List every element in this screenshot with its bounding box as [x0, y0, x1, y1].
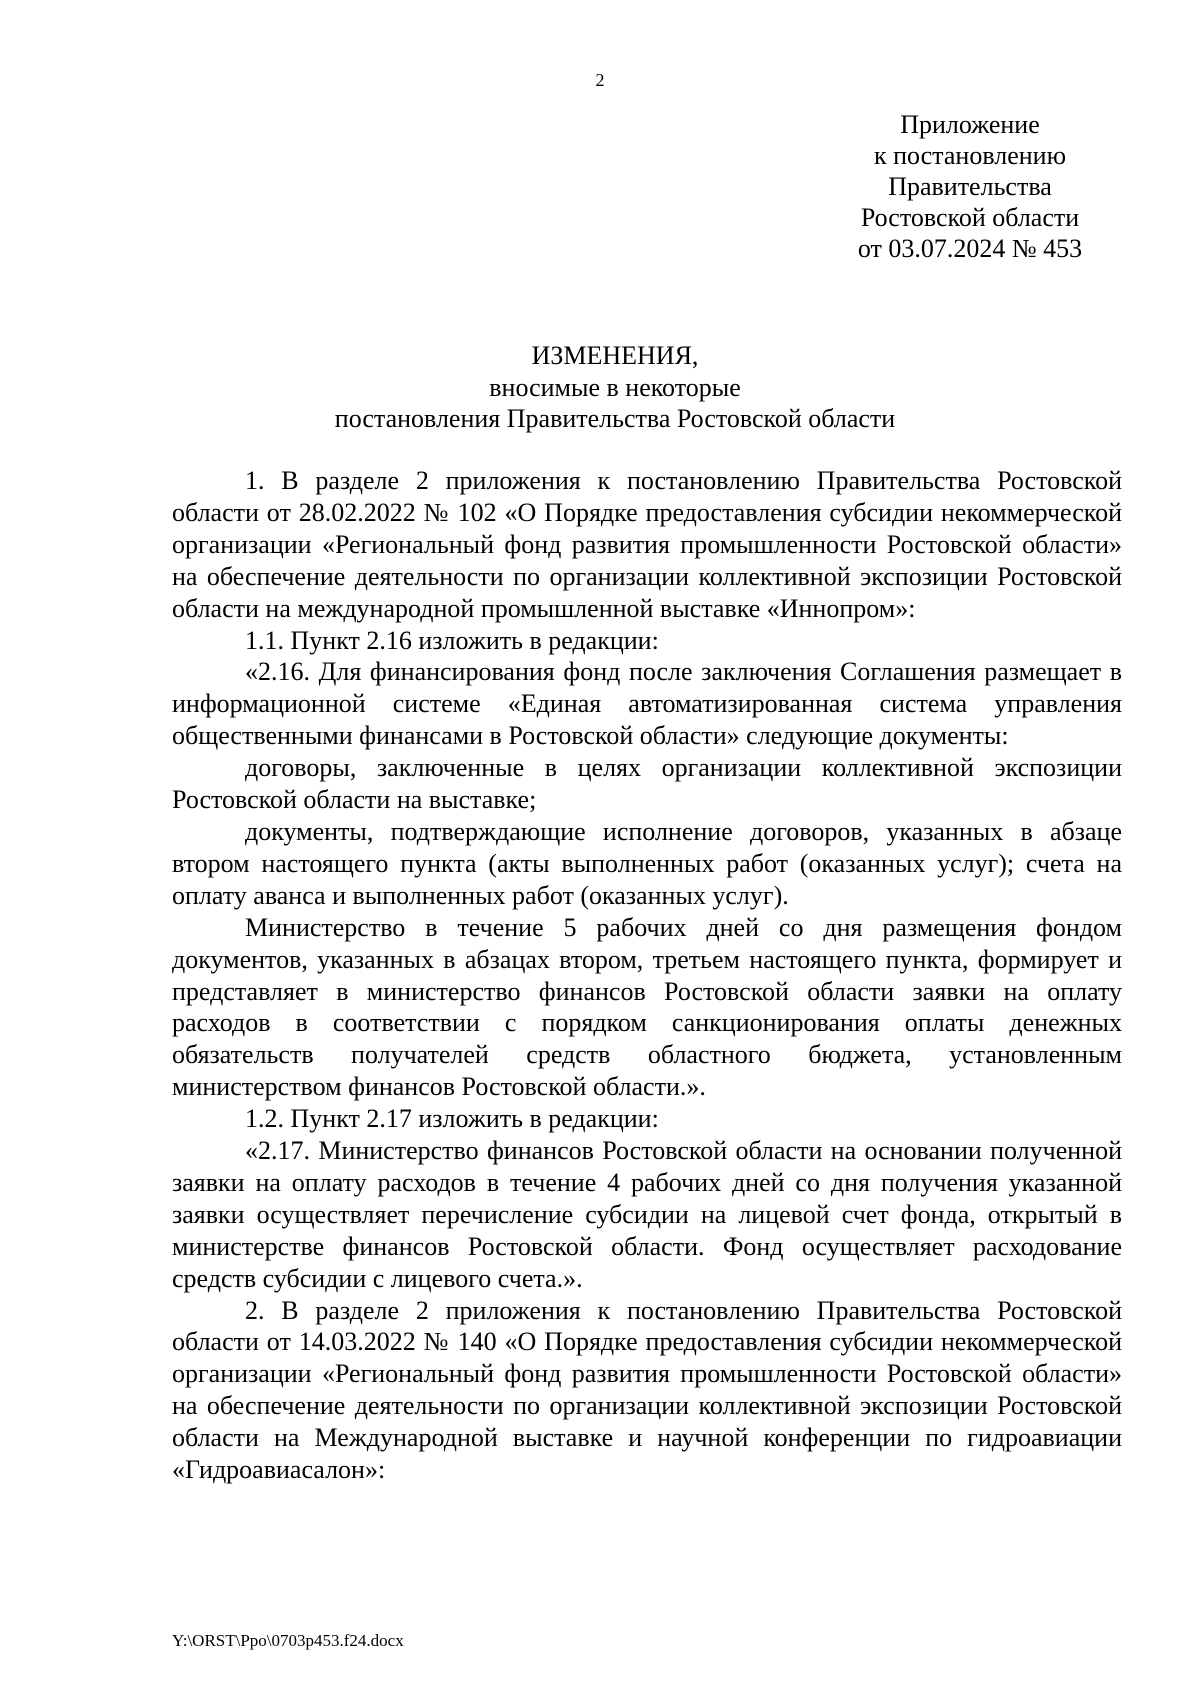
paragraph: Министерство в течение 5 рабочих дней со дня размещения фондом документов, указанных в абзацах втором, третьем настоящего пункта, формирует и представляет в министерство финансов Ростовской области заявки на оплату расходов в соответствии с порядком санкционирования оплаты денежных обязательств получателей средств областного бюджета, установленным министерством финансов Ростовской области.».: [172, 912, 1122, 1102]
paragraph: 1.1. Пункт 2.16 изложить в редакции:: [245, 625, 659, 655]
appendix-line: Приложение: [900, 110, 1040, 139]
document-body: [172, 465, 1122, 1486]
paragraph: «2.17. Министерство финансов Ростовской области на основании полученной заявки на оплату расходов в течение 4 рабочих дней со дня получения указанной заявки осуществляет перечисление субсидии на лицевой счет фонда, открытый в министерстве финансов Ростовской области. Фонд осуществляет расходование средств субсидии с лицевого счета.».: [172, 1136, 1122, 1293]
title-subtitle: постановления Правительства Ростовской области: [334, 404, 896, 433]
paragraph: документы, подтверждающие исполнение договоров, указанных в абзаце втором настоящего пункта (акты выполненных работ (оказанных услуг); счета на оплату аванса и выполненных работ (оказанных услуг).: [172, 816, 1122, 910]
paragraph: «2.16. Для финансирования фонд после заключения Соглашения размещает в информационной системе «Единая автоматизированная система управления общественными финансами в Ростовской области» следующие документы:: [172, 657, 1122, 751]
paragraph: 1.2. Пункт 2.17 изложить в редакции:: [245, 1104, 659, 1134]
title-main: ИЗМЕНЕНИЯ,: [531, 341, 699, 370]
appendix-header: [830, 109, 1110, 264]
document-title: [160, 340, 1070, 434]
paragraph: договоры, заключенные в целях организации коллективной экспозиции Ростовской области на выставке;: [172, 753, 1122, 815]
paragraph: 1. В разделе 2 приложения к постановлению Правительства Ростовской области от 28.02.2022 № 102 «О Порядке предоставления субсидии некоммерческой организации «Региональный фонд развития промышленности Ростовской области» на обеспечение деятельности по организации коллективной экспозиции Ростовской области на международной промышленной выставке «Иннопром»:: [172, 466, 1122, 623]
appendix-line: от 03.07.2024 № 453: [857, 234, 1083, 263]
paragraph: 2. В разделе 2 приложения к постановлению Правительства Ростовской области от 14.03.2022 № 140 «О Порядке предоставления субсидии некоммерческой организации «Региональный фонд развития промышленности Ростовской области» на обеспечение деятельности по организации коллективной экспозиции Ростовской области на Международной выставке и научной конференции по гидроавиации «Гидроавиасалон»:: [172, 1295, 1122, 1485]
page-number: 2: [595, 70, 605, 90]
title-subtitle: вносимые в некоторые: [489, 373, 741, 402]
footer-file-path: Y:\ORST\Ppo\0703p453.f24.docx: [172, 1631, 404, 1650]
appendix-line: Правительства: [888, 172, 1052, 201]
appendix-line: Ростовской области: [860, 203, 1080, 232]
appendix-line: к постановлению: [873, 141, 1067, 170]
